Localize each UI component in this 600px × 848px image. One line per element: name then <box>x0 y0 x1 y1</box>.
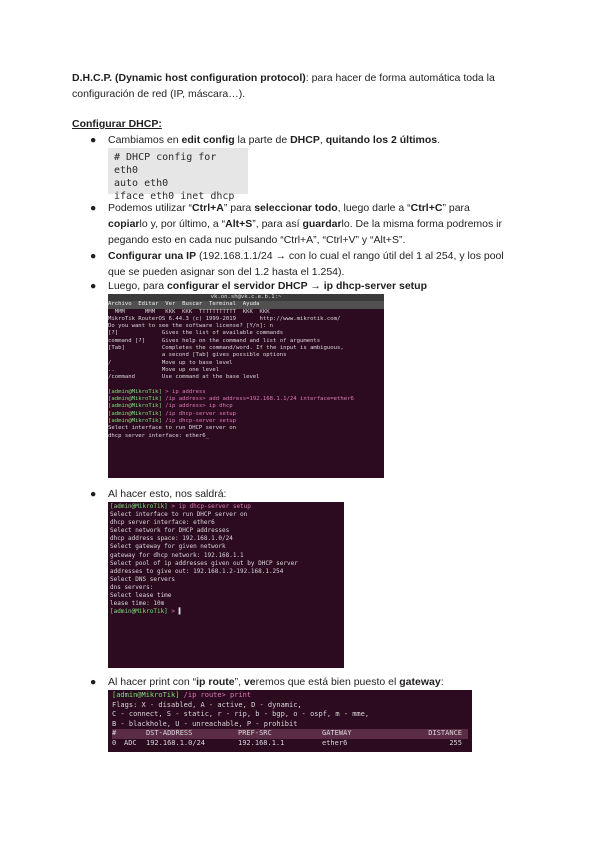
intro-title: D.H.C.P. (Dynamic host configuration protocol) <box>72 72 306 84</box>
cursor-icon: ▌ <box>178 608 183 616</box>
code-line: # DHCP config for eth0 <box>114 152 217 176</box>
bullet-dot: ● <box>90 280 97 292</box>
code-line: auto eth0 <box>114 178 169 189</box>
terminal-prompt-line: [admin@MikroTik] /ip address> ip dhcp <box>108 403 233 410</box>
intro-text-1: : para hacer de forma automática toda la <box>305 72 495 84</box>
bullet-item-2: Podemos utilizar “Ctrl+A” para seleccionar todo, luego darle a “Ctrl+C” para copiarlo y, por último, a “Alt+S”, para así guardarlo. De la misma forma podremos ir pegando esto en cada nuc pulsando “Ctrl+A”, “Ctrl+V” y “Alt+S”. <box>108 202 503 246</box>
terminal-prompt-line: [admin@MikroTik] > ▌ <box>110 608 183 616</box>
bullet-item-3: Configurar una IP (192.168.1.1/24 → con lo cual el rango útil del 1 al 254, y los pool que se pueden asignar son del 1.2 hasta el 1.254). <box>108 250 504 278</box>
terminal-prompt-line: [admin@MikroTik] /ip address> add address=192.168.1.1/24 interface=ether6 <box>108 396 354 403</box>
bullet-item-5: Al hacer esto, nos saldrá: <box>108 488 227 500</box>
terminal-prompt-line: [admin@MikroTik] /ip route> print <box>112 691 252 699</box>
bullet-dot: ● <box>90 488 97 500</box>
terminal-prompt-line: [admin@MikroTik] > ip address <box>108 388 206 395</box>
bullet-dot: ● <box>90 676 97 688</box>
intro-paragraph <box>72 70 540 102</box>
terminal-screenshot-3: [admin@MikroTik] /ip route> print Flags: X - disabled, A - active, D - dynamic, C - connect, S - static, r - rip, b - bgp, o - ospf, m - mme, B - blackhole, U - unreachable, P - prohibit # DST-ADDRESS PREF-SRC GATEWAY DISTANCE 0 ADC 192.168.1.0/24 192.168.1.1 ether6 255 <box>108 690 472 752</box>
terminal-prompt-line: [admin@MikroTik] /ip dhcp-server setup <box>108 410 236 417</box>
route-table-row: 0 ADC 192.168.1.0/24 192.168.1.1 ether6 255 <box>112 738 462 747</box>
intro-text-2: configuración de red (IP, máscara…). <box>72 88 246 100</box>
code-line: iface eth0 inet dhcp <box>114 191 235 202</box>
terminal-screenshot-2: [admin@MikroTik] > ip dhcp-server setup Select interface to run DHCP server on dhcp server interface: ether6 Select network for DHCP addresses dhcp address space: 192.168.1.0/24 Select gateway for given network gateway for dhcp network: 192.168.1.1 Select pool of ip addresses given out by DHCP server addresses to give out: 192.168.1.2-192.168.1.254 Select DNS servers dns servers: Select lease time lease time: 10m [admin@MikroTik] > ▌ <box>108 502 344 668</box>
terminal-banner: MMM MMM KKK KKK TTTTTTTTTTT KKK KKK <box>108 308 270 315</box>
dhcp-config-code-box <box>108 148 248 202</box>
section-heading: Configurar DHCP: <box>72 118 162 130</box>
bullet-dot: ● <box>90 202 97 214</box>
bullet-dot: ● <box>90 250 97 262</box>
route-table-header: # DST-ADDRESS PREF-SRC GATEWAY DISTANCE <box>112 729 468 739</box>
terminal-screenshot-1: vk.on.sh@vk.c.e.b.1:~ Archivo Editar Ver Buscar Terminal Ayuda MMM MMM KKK KKK TTTTTTTTTTT KKK KKK MikroTik RouterOS 6.44.3 (c) 1999-2019 http://www.mikrotik.com/ Do you want to see the software license? [Y/n]: n [?] Gives the list of available commands command [?] Gives help on the command and list of arguments [Tab] Completes the command/word. If the input is ambiguous, a second [Tab] gives possible options / Move up to base level .. Move up one level /command Use command at the base level [admin@MikroTik] > ip address [admin@MikroTik] /ip address> add address=192.168.1.1/24 interface=ether6 [admin@MikroTik] /ip address> ip dhcp [admin@MikroTik] /ip dhcp-server setup [admin@MikroTik] /ip dhcp-server setup Select interface to run DHCP server on dhcp server interface: ether6_ <box>108 294 384 478</box>
bullet-item-1: Cambiamos en edit config la parte de DHCP, quitando los 2 últimos. <box>108 134 441 146</box>
terminal-prompt-line: [admin@MikroTik] > ip dhcp-server setup <box>110 503 251 510</box>
bullet-item-6: Al hacer print con “ip route”, veremos que está bien puesto el gateway: <box>108 676 444 688</box>
bullet-dot: ● <box>90 134 97 146</box>
terminal-prompt-line: [admin@MikroTik] /ip dhcp-server setup <box>108 418 236 425</box>
terminal-title: vk.on.sh@vk.c.e.b.1:~ <box>108 294 384 301</box>
bullet-item-4: Luego, para configurar el servidor DHCP → ip dhcp-server setup <box>108 280 428 292</box>
terminal-menu: Archivo Editar Ver Buscar Terminal Ayuda <box>108 301 384 308</box>
